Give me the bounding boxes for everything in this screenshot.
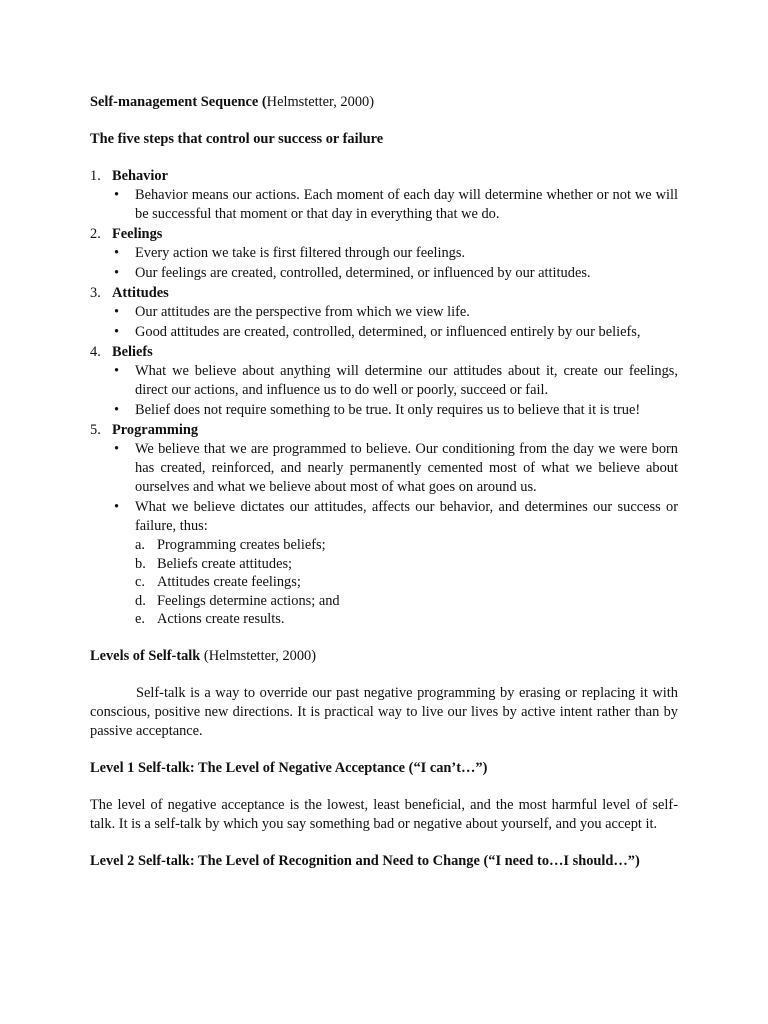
document-subtitle: The five steps that control our success or failure [90,131,384,147]
alpha-item [135,610,678,629]
self-talk-intro: Self-talk is a way to override our past negative programming by erasing or replacing it with conscious, positive new directions. It is practical way to live our lives by active intent rather than by passive acceptance. [90,684,678,739]
bullet-dot-icon: • [114,499,120,515]
alpha-sublist [135,536,678,629]
bullet-dot-icon: • [114,324,120,340]
step-item [90,343,678,420]
level1-paragraph: The level of negative acceptance is the lowest, least beneficial, and the most harmful level of self-talk. It is a self-talk by which you say something bad or negative about yourself, and you accept it. [90,796,678,832]
alpha-letter: e. [135,611,145,628]
bullet-item [112,498,678,629]
levels-heading-bold: Levels of Self-talk [90,647,201,664]
steps-list [90,167,678,629]
alpha-letter: a. [135,537,145,553]
alpha-letter: b. [135,555,146,572]
step-label: Beliefs [112,344,153,360]
bullet-dot-icon: • [114,363,120,379]
bullet-text: Belief does not require something to be true. It only requires us to believe that it is true! [135,402,641,418]
document-page [90,93,678,871]
alpha-letter: c. [135,574,145,591]
step-number: 2. [90,226,101,242]
title-bold: Self-management Sequence ( [90,94,267,110]
bullet-list [90,186,678,224]
levels-heading-citation: (Helmstetter, 2000) [200,647,317,664]
alpha-text: Feelings determine actions; and [157,592,340,609]
title-citation: Helmstetter, 2000) [266,94,374,110]
alpha-letter: d. [135,592,146,609]
alpha-item [135,573,678,592]
bullet-dot-icon: • [114,187,120,203]
bullet-text [135,498,678,629]
bullet-text: We believe that we are programmed to believe. Our conditioning from the day we were born has created, reinforced, and nearly permanently cemented most of what we believe about ourselves and what we believe about most of what goes on around us. [135,441,678,495]
step-number: 3. [90,285,101,301]
alpha-text: Beliefs create attitudes; [157,555,293,572]
bullet-list [90,440,678,629]
step-item [90,421,678,629]
level2-heading: Level 2 Self-talk: The Level of Recognition and Need to Change (“I need to…I should…”) [90,852,640,869]
bullet-dot-icon: • [114,304,120,320]
step-number: 1. [90,168,101,184]
step-item [90,167,678,224]
bullet-item [112,440,678,497]
alpha-text: Attitudes create feelings; [157,574,301,591]
bullet-item [112,186,678,224]
step-label: Attitudes [112,285,169,301]
bullet-text-body: What we believe dictates our attitudes, affects our behavior, and determines our success or failure, thus: [135,499,678,534]
step-item [90,284,678,342]
bullet-dot-icon: • [114,402,120,418]
bullet-item [112,264,678,283]
bullet-item [112,244,678,263]
bullet-text: Behavior means our actions. Each moment of each day will determine whether or not we will be successful that moment or that day in everything that we do. [135,187,678,222]
step-number: 5. [90,422,101,438]
bullet-dot-icon: • [114,441,120,457]
bullet-dot-icon: • [114,245,120,261]
bullet-text: Good attitudes are created, controlled, determined, or influenced entirely by our beliefs, [135,324,641,340]
bullet-dot-icon: • [114,265,120,281]
bullet-item [112,323,678,342]
bullet-list [90,244,678,283]
level1-heading: Level 1 Self-talk: The Level of Negative Acceptance (“I can’t…”) [90,759,488,776]
document-title [90,93,678,112]
alpha-item [135,536,678,555]
step-number: 4. [90,344,101,360]
bullet-list [90,362,678,420]
step-label: Programming [112,422,199,438]
alpha-item [135,592,678,611]
alpha-text: Actions create results. [157,611,285,628]
bullet-list [90,303,678,342]
step-label: Feelings [112,226,163,242]
bullet-text: Our attitudes are the perspective from which we view life. [135,304,470,320]
alpha-text: Programming creates beliefs; [157,537,326,553]
levels-heading [90,647,678,666]
bullet-item [112,401,678,420]
step-item [90,225,678,283]
bullet-item [112,362,678,400]
bullet-text: What we believe about anything will determine our attitudes about it, create our feelings, direct our actions, and influence us to do well or poorly, succeed or fail. [135,363,678,398]
step-label: Behavior [112,168,168,184]
alpha-item [135,555,678,574]
bullet-text: Every action we take is first filtered through our feelings. [135,245,466,261]
bullet-text: Our feelings are created, controlled, determined, or influenced by our attitudes. [135,265,591,281]
bullet-item [112,303,678,322]
